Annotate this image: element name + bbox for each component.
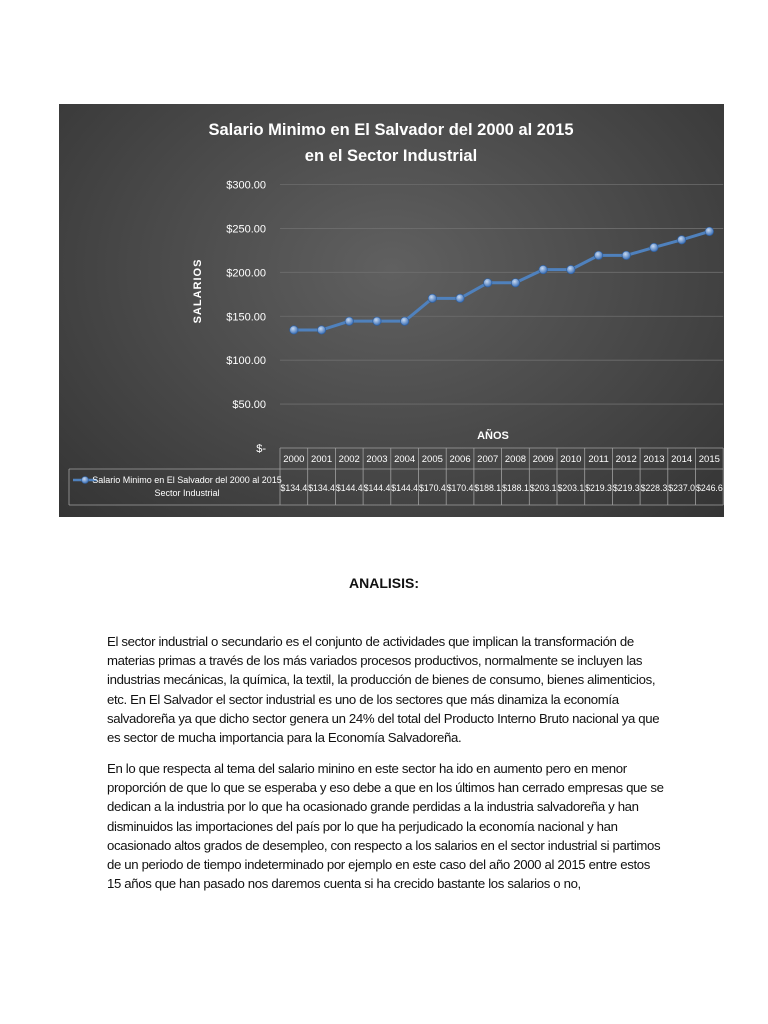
paragraph-1-line: salvadoreña ya que dicho sector genera un 24% del total del Producto Interno Bruto nacional ya que: [107, 710, 660, 726]
x-tick-label: 2009: [532, 454, 554, 465]
x-tick-label: 2002: [338, 454, 360, 465]
x-tick-label: 2011: [588, 454, 609, 465]
chart-title-line-1: Salario Minimo en El Salvador del 2000 al 2015: [208, 121, 574, 139]
legend-label-line-1: Salario Minimo en El Salvador del 2000 al 2015: [92, 475, 282, 485]
paragraph-2-line: En lo que respecta al tema del salario minino en este sector ha ido en aumento pero en menor: [107, 761, 627, 776]
data-table-value: $144.4: [335, 483, 363, 493]
x-tick-label: 2013: [643, 454, 665, 465]
data-table-value: $237.0: [668, 483, 696, 493]
legend-label-line-2: Sector Industrial: [154, 488, 220, 498]
data-point: [677, 236, 685, 244]
data-point: [567, 265, 575, 273]
x-tick-label: 2007: [477, 454, 499, 465]
data-table-value: $170.4: [446, 483, 474, 493]
paragraph-1-line: materias primas a través de los más variados procesos productivos, normalmente se incluyen las: [107, 653, 643, 669]
paragraph-1-line: El sector industrial o secundario es el conjunto de actividades que implican la transformación de: [107, 634, 634, 649]
data-point: [650, 243, 658, 251]
data-table-value: $188.1: [502, 483, 529, 493]
series-line: [294, 231, 709, 330]
data-point: [511, 279, 519, 287]
y-tick-label: $-: [256, 443, 266, 455]
paragraph-2-line: proporción de que lo que se esperaba y eso debe a que en los últimos han cerrado empresas que se: [107, 780, 664, 796]
data-point: [705, 227, 713, 235]
data-table-value: $203.1: [557, 483, 585, 493]
data-table-value: $188.1: [474, 483, 502, 493]
data-table-value: $228.3: [640, 483, 668, 493]
salary-line-chart: [59, 104, 724, 517]
y-tick-label: $200.00: [226, 267, 266, 280]
data-table-value: $144.4: [363, 483, 391, 493]
paragraph-1-line: es sector de mucha importancia para la Economía Salvadoreña.: [107, 730, 462, 746]
data-point: [594, 251, 602, 259]
data-table-value: $246.6: [696, 483, 723, 493]
x-tick-label: 2014: [671, 454, 693, 465]
y-tick-label: $50.00: [232, 399, 266, 412]
y-axis-label: SALARIOS: [192, 258, 204, 324]
data-point: [456, 294, 464, 302]
data-table-value: $134.4: [280, 483, 308, 493]
paragraph-2-line: ocasionado altos grados de desempleo, con respecto a los salarios en el sector industrial si partimos: [107, 837, 661, 853]
y-tick-label: $300.00: [226, 179, 266, 192]
x-tick-label: 2005: [421, 454, 443, 465]
x-tick-label: 2001: [310, 454, 333, 465]
x-tick-label: 2015: [698, 454, 720, 465]
analysis-paragraph-1: [107, 632, 667, 747]
y-tick-label: $100.00: [226, 355, 266, 368]
data-point: [345, 317, 353, 325]
data-point: [484, 279, 492, 287]
data-table-value: $219.3: [612, 483, 640, 493]
data-table-value: $170.4: [419, 483, 446, 493]
analysis-heading: ANALISIS:: [349, 575, 419, 591]
data-table-value: $203.1: [529, 483, 557, 493]
paragraph-1-line: industrias mecánicas, la química, la textil, la producción de bienes de consumo, bienes alimenticios,: [107, 672, 656, 688]
paragraph-1-line: etc. En El Salvador el sector industrial es uno de los sectores que más dinamiza la economía: [107, 691, 619, 707]
x-tick-label: 2012: [615, 454, 637, 465]
x-tick-label: 2004: [394, 454, 416, 465]
chart-svg: [59, 104, 724, 517]
data-point: [400, 317, 408, 325]
data-point: [373, 317, 381, 325]
paragraph-2-line: 15 años que han pasado nos daremos cuenta si ha crecido bastante los salarios o no,: [107, 876, 581, 892]
data-table-value: $219.3: [585, 483, 612, 493]
data-point: [317, 326, 325, 334]
paragraph-2-line: de un periodo de tiempo indeterminado por ejemplo en este caso del año 2000 al 2015 entre estos: [107, 857, 651, 873]
data-point: [290, 326, 298, 334]
chart-title-line-2: en el Sector Industrial: [304, 147, 478, 165]
x-tick-label: 2008: [504, 454, 527, 465]
data-table-value: $134.4: [308, 483, 335, 493]
x-axis-label: AÑOS: [477, 430, 509, 442]
data-table-value: $144.4: [391, 483, 418, 493]
legend-marker-swatch: [82, 477, 89, 484]
x-tick-label: 2003: [366, 454, 388, 465]
analysis-paragraph-2: [107, 759, 667, 893]
x-tick-label: 2000: [283, 454, 305, 465]
x-tick-label: 2006: [449, 454, 471, 465]
x-tick-label: 2010: [560, 454, 582, 465]
data-point: [539, 265, 547, 273]
paragraph-2-line: dedican a la industria por lo que ha ocasionado grande perdidas a la industria salvadoreña y han: [107, 799, 639, 815]
data-point: [622, 251, 630, 259]
y-tick-label: $250.00: [226, 223, 266, 236]
data-point: [428, 294, 436, 302]
paragraph-2-line: disminuidos las importaciones del país por lo que ha perjudicado la economía nacional y han: [107, 818, 618, 834]
y-tick-label: $150.00: [226, 311, 266, 324]
